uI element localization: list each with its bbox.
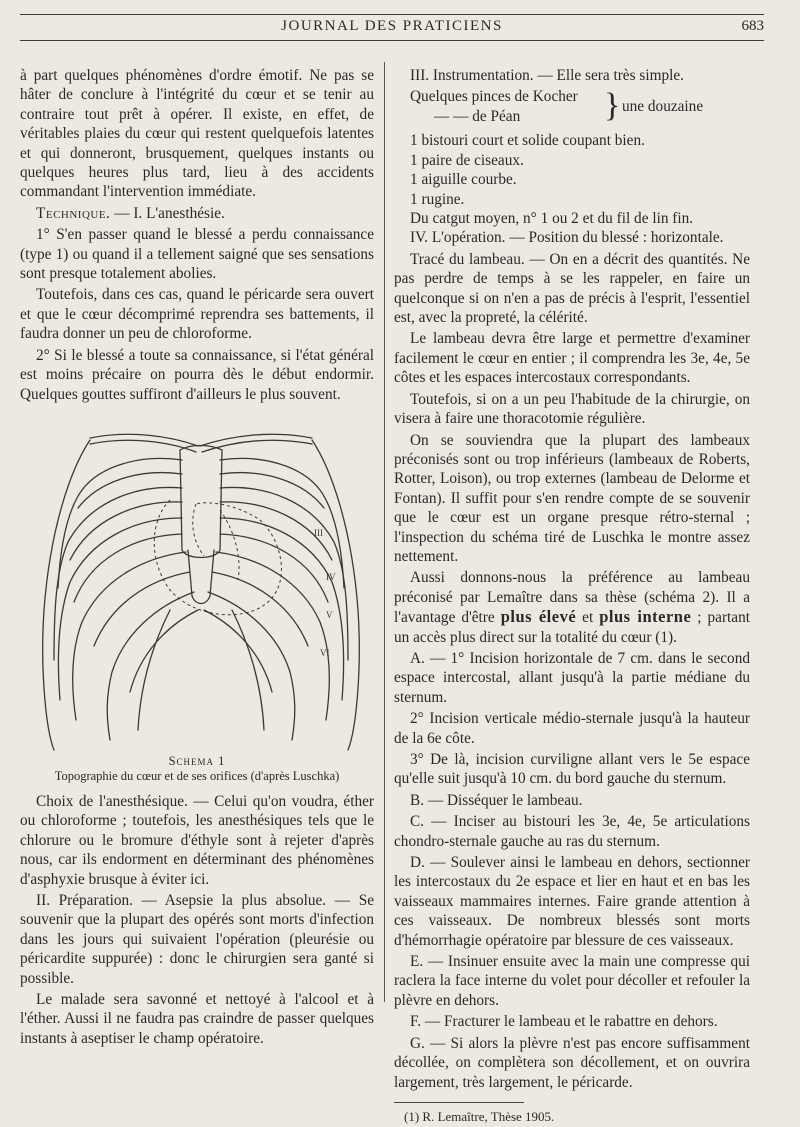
heading-label: Technique. (36, 204, 111, 222)
paragraph: Toutefois, dans ces cas, quand le péricarde sera ouvert et que le cœur décomprimé reprendra ses battements, il faudra donner un peu de chloroforme. (20, 286, 374, 343)
brace: } (604, 87, 621, 125)
paragraph: Le malade sera savonné et nettoyé à l'alcool et à l'éther. Aussi il ne faudra pas craindre de passer quelques instants à aseptiser le champ opératoire. (20, 990, 374, 1047)
step: C. — Inciser au bistouri les 3e, 4e, 5e articulations chondro-sternale gauche au ras du sternum. (394, 813, 750, 850)
caption-title: Schema 1 (168, 753, 226, 768)
paragraph: Toutefois, si on a un peu l'habitude de la chirurgie, on visera à faire une thoracotomie régulière. (394, 390, 750, 428)
paragraph: II. Préparation. — Asepsie la plus absolue. — Se souvenir que la plupart des opérés sont morts d'infection dans les jours qui suivaient l'opération (pleurésie ou péricardite suppurée) : donc le chirurgien sera ganté si possible. (20, 891, 374, 987)
instrument-line: Quelques pinces de Kocher (410, 88, 578, 106)
list-item: Du catgut moyen, n° 1 ou 2 et du fil de lin fin. (410, 210, 694, 228)
step: 3° De là, incision curviligne allant vers le 5e espace qu'elle suit jusqu'à 10 cm. du bord gauche du sternum. (394, 751, 750, 788)
step: G. — Si alors la plèvre n'est pas encore suffisamment décollée, on complètera son décollement, et on ouvrira largement, très largement, le péricarde. (394, 1034, 750, 1091)
step: A. — 1° Incision horizontale de 7 cm. dans le second espace intercostal, allant jusqu'à la partie médiane du sternum. (394, 649, 750, 706)
paragraph: Choix de l'anesthésique. — Celui qu'on voudra, éther ou chloroforme ; toutefois, les anesthésiques tels que le chlorure ou le bromure d'éthyle sont à rejeter d'après nous, car ils endorment en déterminant des phénomènes d'asphyxie brusque à éviter ici. (20, 792, 374, 888)
step: E. — Insinuer ensuite avec la main une compresse qui raclera la face interne du volet pour décoller et refouler la plèvre en dehors. (394, 953, 750, 1009)
list-item: 1 aiguille courbe. (410, 171, 517, 189)
heading-rest: — I. L'anesthésie. (110, 204, 225, 222)
left-column (20, 66, 374, 1050)
thorax-figure (20, 410, 374, 766)
section-heading: III. Instrumentation. — Elle sera très simple. (410, 67, 684, 84)
emphasis: plus interne (599, 607, 692, 627)
rib-label: V (326, 609, 333, 620)
paragraph: Tracé du lambeau. — On en a décrit des quantités. Ne pas perdre de temps à se les rappeler, en faire un quelconque si on n'en a pas de précis à l'esprit, l'essentiel est, avec la propreté, la célérité. (394, 250, 750, 327)
list-item: 1 bistouri court et solide coupant bien. (410, 132, 645, 150)
step: F. — Fracturer le lambeau et le rabattre en dehors. (410, 1013, 718, 1031)
section-heading: IV. L'opération. — Position du blessé : horizontale. (410, 229, 724, 247)
page-number: 683 (741, 18, 764, 34)
paragraph (394, 568, 750, 647)
text-run: ; partant un accès plus direct sur la totalité du cœur (1). (394, 609, 750, 646)
column-divider (384, 62, 385, 1002)
page-header (20, 14, 764, 40)
paragraph: 2° Si le blessé a toute sa connaissance, si l'état général est moins précaire on pourra dès le début endormir. Quelques gouttes suffiront d'ailleurs le plus souvent. (20, 346, 374, 403)
step: 2° Incision verticale médio-sternale jusqu'à la hauteur de la 6e côte. (394, 710, 750, 747)
rib-cage-illustration (20, 410, 374, 766)
instrument-list (394, 131, 750, 228)
instrument-group (394, 87, 750, 129)
instrument-line: — — de Péan (434, 108, 521, 126)
footnote-rule (394, 1102, 524, 1103)
header-rule-bottom (20, 40, 764, 41)
paragraph: On se souviendra que la plupart des lambeaux préconisés sont ou trop inférieurs (lambeaux de Roberts, Rotter, Loison), ou trop externes (lambeau de Delorme et Fontan). Il suffit pour s'en rendre compte de se souvenir que le cœur est un organe presque rétro-sternal ; l'inspection du schéma tiré de Luschka le montre assez nettement. (394, 431, 750, 565)
text-run: Aussi donnons-nous la préférence au lambeau préconisé par Lemaître dans sa thèse (schéma 2). Il a l'avantage d'être (394, 569, 750, 627)
text-run: et (576, 609, 600, 627)
header-rule-top (20, 14, 764, 15)
rib-label: IV (326, 571, 336, 582)
footnote: (1) R. Lemaître, Thèse 1905. (404, 1108, 555, 1124)
right-column (394, 66, 750, 1127)
list-item: 1 rugine. (410, 190, 465, 208)
step: D. — Soulever ainsi le lambeau en dehors, sectionner les intercostaux du 2e espace et lier en haut et en bas les vaisseaux mammaires internes. Faire grande attention à ces vaisseaux. De nombreux blessés sont morts d'hémorrhagie opératoire par blessure de ces vaisseaux. (394, 854, 750, 949)
emphasis: plus élevé (500, 607, 577, 627)
section-heading (20, 204, 374, 223)
step: B. — Disséquer le lambeau. (410, 791, 583, 809)
rib-label: III (314, 527, 323, 538)
list-item: 1 paire de ciseaux. (410, 151, 524, 169)
caption-text: Topographie du cœur et de ses orifices (d'après Luschka) (54, 768, 340, 783)
paragraph: 1° S'en passer quand le blessé a perdu connaissance (type 1) ou quand il a tellement saigné que ses sensations sont presque totalement abolies. (20, 226, 374, 283)
paragraph: à part quelques phénomènes d'ordre émotif. Ne pas se hâter de conclure à l'intégrité du cœur et se tenir au contraire tout prêt à opérer. Il existe, en effet, de véritables plaies du cœur qui restent quelquefois latentes et qui donneront, brusquement, quelques instants ou quelques heures plus tard, lieu à des accidents commandant l'intervention immédiate. (20, 67, 374, 201)
running-title: JOURNAL DES PRATICIENS (281, 18, 503, 34)
instrument-quantity: une douzaine (622, 98, 704, 116)
paragraph: Le lambeau devra être large et permettre d'examiner facilement le cœur en entier ; il comprendra les 3e, 4e, 5e côtes et les espaces intercostaux correspondants. (394, 330, 750, 387)
rib-label: VI (320, 647, 330, 658)
